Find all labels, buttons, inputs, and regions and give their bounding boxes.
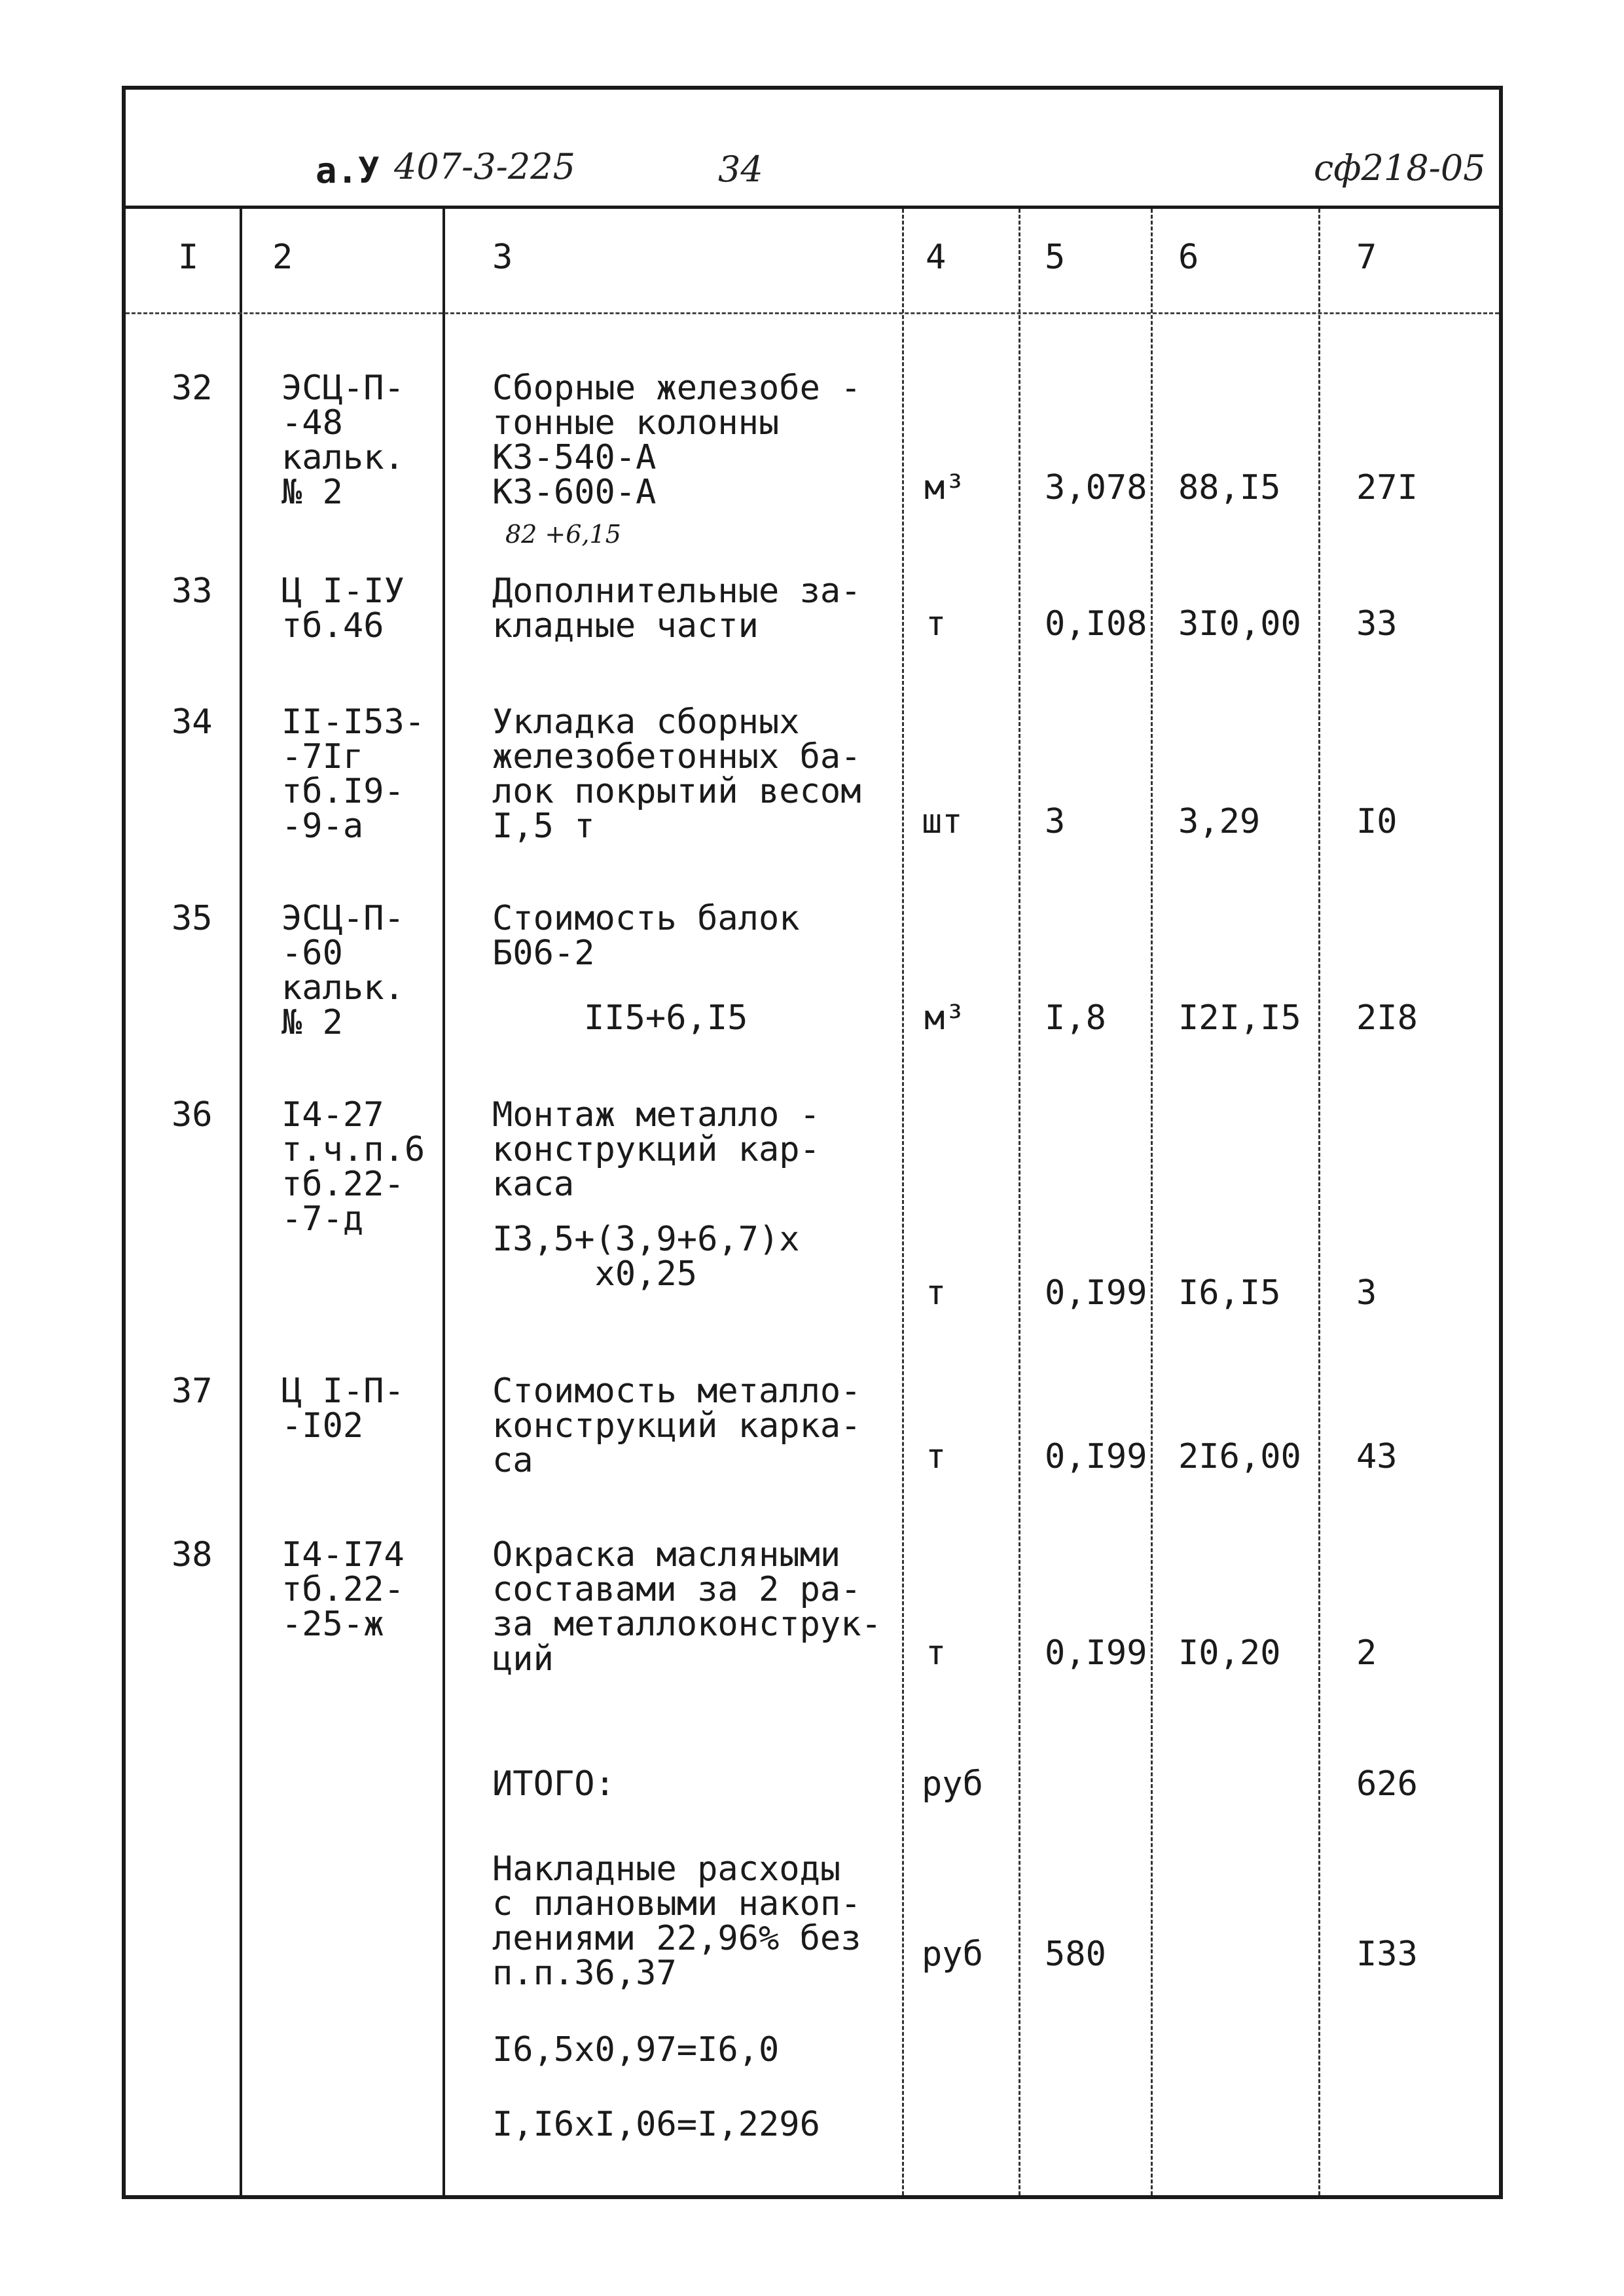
summary-total: 626 [1356,1764,1418,1804]
col-header: 7 [1356,238,1377,277]
row-quantity: 0,I99 [1045,1633,1147,1673]
row-number: 33 [171,572,213,611]
row-total: 2 [1356,1633,1377,1673]
column-divider [1019,209,1020,2195]
row-description: Укладка сборных железобетонных ба- лок покрытий весом I,5 т [492,702,861,847]
overhead-quantity: 580 [1045,1935,1106,1974]
row-quantity: 3,078 [1045,468,1147,507]
row-note: II5+6,I5 [584,998,748,1038]
row-quantity: 3 [1045,802,1066,841]
row-description: Монтаж металло - конструкций кар- каса [492,1095,820,1205]
column-divider [1318,209,1320,2195]
overhead-description: Накладные расходы с плановыми накоп- лениями 22,96% без п.п.36,37 [492,1850,861,1994]
row-price: I6,I5 [1178,1273,1281,1313]
code-handwritten: 407-3-225 [394,146,575,187]
page-number: 34 [718,149,763,190]
row-description: Дополнительные за- кладные части [492,572,861,646]
row-description: Стоимость металло- конструкций карка- са [492,1372,861,1481]
col-header: I [178,238,199,277]
row-price: 3,29 [1178,802,1261,841]
row-reference: Ц I-IУ тб.46 [281,572,405,646]
row-note: 82 +6,15 [505,520,621,549]
row-total: 43 [1356,1437,1398,1476]
row-note: I3,5+(3,9+6,7)х х0,25 [492,1220,800,1294]
row-unit: т [926,1273,947,1313]
row-reference: I4-27 т.ч.п.6 тб.22- -7-д [281,1095,425,1239]
row-reference: II-I53- -7Iг тб.I9- -9-а [281,702,425,847]
row-description: Сборные железобе - тонные колонны КЗ-540-А КЗ-600-А [492,369,861,513]
summary-label: ИТОГО: [492,1764,615,1804]
row-unit: т [926,604,947,644]
col-header: 2 [272,238,293,277]
row-unit: м³ [924,468,965,507]
row-number: 38 [171,1535,213,1575]
overhead-unit: руб [922,1935,983,1974]
row-reference: Ц I-П- -I02 [281,1372,405,1446]
row-quantity: 0,I99 [1045,1273,1147,1313]
row-price: I2I,I5 [1178,998,1301,1038]
row-price: 3I0,00 [1178,604,1301,644]
code-prefix: а.У [316,150,380,191]
column-divider [240,209,242,2195]
row-reference: ЭСЦ-П- -48 кальк. № 2 [281,369,405,513]
row-unit: т [926,1633,947,1673]
sheet-reference: сф218-05 [1314,147,1486,189]
row-price: 2I6,00 [1178,1437,1301,1476]
summary-unit: руб [922,1764,983,1804]
row-price: 88,I5 [1178,468,1281,507]
col-header: 3 [492,238,513,277]
row-price: I0,20 [1178,1633,1281,1673]
col-header: 5 [1045,238,1066,277]
row-number: 35 [171,899,213,938]
column-divider [442,209,445,2195]
row-unit: шт [922,802,963,841]
calculation-line: I,I6хI,06=I,2296 [492,2105,820,2144]
row-unit: м³ [924,998,965,1038]
header-rule [126,312,1499,314]
row-quantity: 0,I99 [1045,1437,1147,1476]
row-quantity: 0,I08 [1045,604,1147,644]
row-number: 36 [171,1095,213,1135]
row-quantity: I,8 [1045,998,1106,1038]
col-header: 4 [926,238,947,277]
row-reference: ЭСЦ-П- -60 кальк. № 2 [281,899,405,1043]
row-total: 3 [1356,1273,1377,1313]
column-divider [902,209,904,2195]
row-unit: т [926,1437,947,1476]
document-header [126,90,1499,209]
calculation-line: I6,5х0,97=I6,0 [492,2030,780,2069]
overhead-total: I33 [1356,1935,1418,1974]
row-number: 34 [171,702,213,742]
row-number: 32 [171,369,213,408]
row-number: 37 [171,1372,213,1411]
row-description: Окраска масляными составами за 2 ра- за металлоконструк- ций [492,1535,882,1679]
row-total: I0 [1356,802,1398,841]
row-reference: I4-I74 тб.22- -25-ж [281,1535,405,1645]
row-total: 27I [1356,468,1418,507]
row-description: Стоимость балок Б06-2 [492,899,800,974]
row-total: 33 [1356,604,1398,644]
row-total: 2I8 [1356,998,1418,1038]
column-divider [1151,209,1153,2195]
document-frame [122,86,1503,2199]
col-header: 6 [1178,238,1199,277]
